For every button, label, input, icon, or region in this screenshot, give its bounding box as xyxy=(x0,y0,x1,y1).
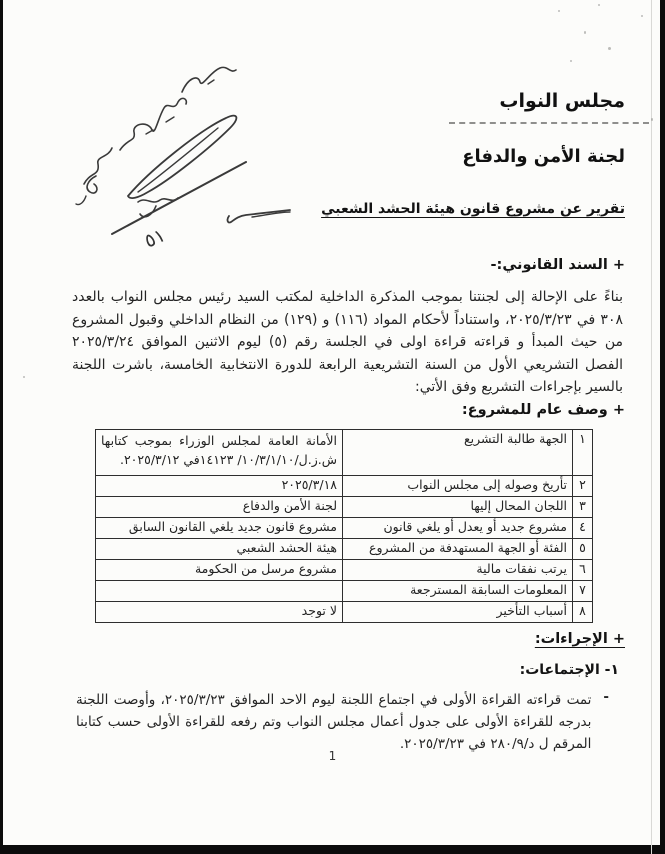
scan-speckle xyxy=(570,60,572,62)
scan-edge-bottom xyxy=(0,845,665,854)
bullet-dash: - xyxy=(603,689,609,705)
row-value: ٢٠٢٥/٣/١٨ xyxy=(96,476,343,497)
handwriting-stroke xyxy=(146,130,153,134)
scan-edge-left xyxy=(0,0,3,854)
row-label: الفئة أو الجهة المستهدفة من المشروع xyxy=(343,539,573,560)
handwriting-stroke xyxy=(87,176,97,193)
scan-fold-line xyxy=(651,0,652,854)
committee-title: لجنة الأمن والدفاع xyxy=(462,146,625,167)
handwriting-stroke xyxy=(166,117,174,122)
handwriting-stroke xyxy=(120,98,186,150)
scan-speckle xyxy=(608,47,611,50)
scan-edge-right xyxy=(660,0,665,854)
legal-basis-heading: + السند القانوني:- xyxy=(490,257,625,273)
row-value: الأمانة العامة لمجلس الوزراء بموجب كتابها ش.ز.ل/١٠/٣/١/١٠/ ١٤١٢٣في ٢٠٢٥/٣/١٢. xyxy=(96,430,343,476)
signature-scribble xyxy=(138,128,218,192)
handwriting-stroke xyxy=(208,80,214,84)
overview-table xyxy=(95,429,593,623)
bullet-text: تمت قراءته القراءة الأولى في اجتماع اللجنة ليوم الاحد الموافق ٢٠٢٥/٣/٢٣، وأوصت اللجنة بدرجه للقراءة الأولى على جدول أعمال مجلس النواب وتم رفعه للقراءة الأولى حسب كتابنا المرقم ل د/٢٨٠/٩ في ٢٠٢٥/٣/٢٣. xyxy=(76,692,592,752)
scan-speckle xyxy=(641,15,643,17)
row-number: ٨ xyxy=(573,602,593,623)
handwritten-number: ٥١ xyxy=(141,224,169,253)
row-label: اللجان المحال إليها xyxy=(343,497,573,518)
scan-speckle xyxy=(598,4,600,6)
title-swoosh xyxy=(228,210,290,223)
scan-speckle xyxy=(584,31,586,34)
signature-scribble xyxy=(128,116,236,198)
procedures-heading: + الإجراءات: xyxy=(534,631,625,647)
row-label: تأريخ وصوله إلى مجلس النواب xyxy=(343,476,573,497)
table-row xyxy=(96,497,593,518)
title-swoosh xyxy=(252,212,290,217)
handwriting-stroke xyxy=(84,148,112,184)
table-row xyxy=(96,602,593,623)
signature-underline xyxy=(112,162,246,234)
handwriting-stroke xyxy=(182,67,236,92)
row-value: مشروع قانون جديد يلغي القانون السابق xyxy=(96,518,343,539)
meetings-bullet-item xyxy=(76,689,609,755)
table-row xyxy=(96,476,593,497)
row-label: أسباب التأخير xyxy=(343,602,573,623)
signature-scribble xyxy=(140,206,156,217)
scan-speckle xyxy=(651,118,653,121)
page-number: 1 xyxy=(328,749,337,763)
row-label: الجهة طالبة التشريع xyxy=(343,430,573,476)
table-row xyxy=(96,518,593,539)
row-label: المعلومات السابقة المسترجعة xyxy=(343,581,573,602)
row-value: لجنة الأمن والدفاع xyxy=(96,497,343,518)
row-value xyxy=(96,581,343,602)
row-number: ٧ xyxy=(573,581,593,602)
table-row xyxy=(96,560,593,581)
org-title: مجلس النواب xyxy=(499,90,625,112)
scan-speckle xyxy=(558,10,560,12)
row-number: ١ xyxy=(573,430,593,476)
overview-heading: + وصف عام للمشروع: xyxy=(461,402,625,418)
table-row xyxy=(96,430,593,476)
row-number: ٥ xyxy=(573,539,593,560)
row-value: هيئة الحشد الشعبي xyxy=(96,539,343,560)
report-title: تقرير عن مشروع قانون هيئة الحشد الشعبي xyxy=(321,201,625,217)
signature-scribble xyxy=(138,198,178,202)
row-label: مشروع جديد أو يعدل أو يلغي قانون xyxy=(343,518,573,539)
row-value: مشروع مرسل من الحكومة xyxy=(96,560,343,581)
legal-basis-paragraph: بناءً على الإحالة إلى لجنتنا بموجب المذكرة الداخلية لمكتب السيد رئيس مجلس النواب بالعدد ٣٠٨ في ٢٠٢٥/٣/٢٣، واستناداً لأحكام المواد (١١٦) و (١٢٩) من النظام الداخلي وقبول المشروع من حيث المبدأ و قراءته قراءة اولى في الجلسة رقم (٥) ليوم الاثنين الموافق ٢٠٢٥/٣/٢٤ الفصل التشريعي الأول من السنة التشريعية الرابعة للدورة الانتخابية الخامسة، باشرت اللجنة بالسير بإجراءات التشريع وفق الأتي: xyxy=(72,289,623,395)
org-title-dashed-underline xyxy=(449,122,649,124)
scan-speckle xyxy=(23,376,25,378)
table-row xyxy=(96,539,593,560)
row-value: لا توجد xyxy=(96,602,343,623)
handwriting-stroke xyxy=(76,196,86,205)
row-number: ٦ xyxy=(573,560,593,581)
row-number: ٢ xyxy=(573,476,593,497)
row-number: ٣ xyxy=(573,497,593,518)
row-number: ٤ xyxy=(573,518,593,539)
table-row xyxy=(96,581,593,602)
meetings-heading: ١- الإجتماعات: xyxy=(519,662,619,678)
row-label: يرتب نفقات مالية xyxy=(343,560,573,581)
